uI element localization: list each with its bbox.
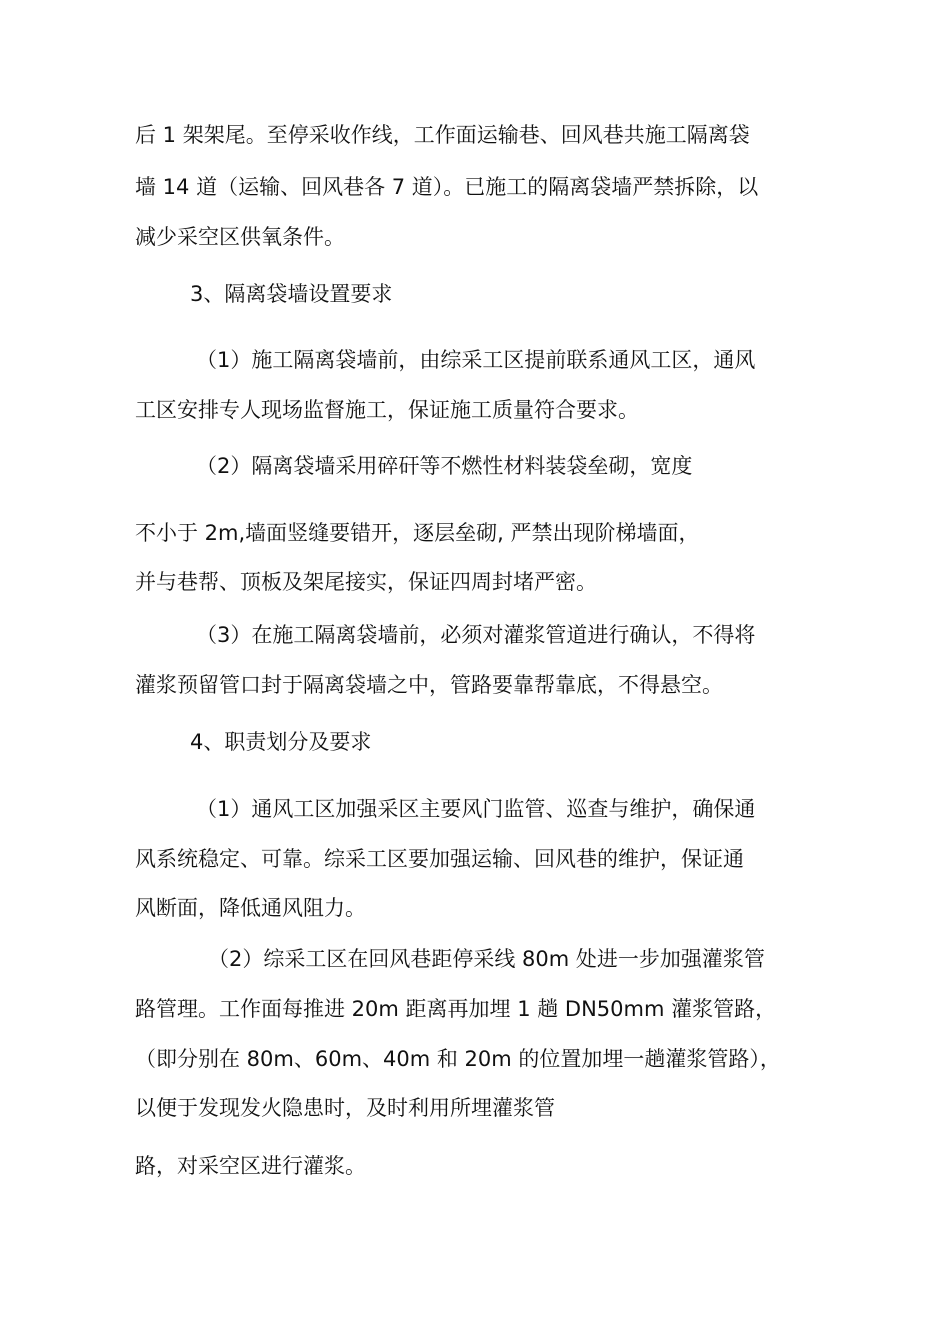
body-text-line: 路管理。工作面每推进 20m 距离再加埋 1 趟 DN50mm 灌浆管路， [135, 997, 777, 1021]
body-text-line: 灌浆预留管口封于隔离袋墙之中，管路要靠帮靠底，不得悬空。 [135, 673, 723, 697]
body-text-line: （1）施工隔离袋墙前，由综采工区提前联系通风工区，通风 [196, 348, 756, 372]
body-text-line: （即分别在 80m、60m、40m 和 20m 的位置加埋一趟灌浆管路）， [135, 1047, 781, 1071]
body-text-line: （2）综采工区在回风巷距停采线 80m 处进一步加强灌浆管 [208, 947, 765, 971]
section-heading: 4、职责划分及要求 [190, 730, 372, 754]
body-text-line: （1）通风工区加强采区主要风门监管、巡查与维护，确保通 [196, 797, 756, 821]
body-text-line: 工区安排专人现场监督施工，保证施工质量符合要求。 [135, 398, 639, 422]
body-text-line: 后 1 架架尾。至停采收作线，工作面运输巷、回风巷共施工隔离袋 [135, 123, 750, 147]
body-text-line: 风断面，降低通风阻力。 [135, 896, 366, 920]
body-text-line: 并与巷帮、顶板及架尾接实，保证四周封堵严密。 [135, 570, 597, 594]
body-text-line: 以便于发现发火隐患时，及时利用所埋灌浆管 [135, 1096, 555, 1120]
body-text-line: 路，对采空区进行灌浆。 [135, 1154, 366, 1178]
body-text-line: 不小于 2m,墙面竖缝要错开，逐层垒砌, 严禁出现阶梯墙面， [135, 521, 700, 545]
body-text-line: 减少采空区供氧条件。 [135, 225, 345, 249]
body-text-line: （2）隔离袋墙采用碎矸等不燃性材料装袋垒砌，宽度 [196, 454, 693, 478]
body-text-line: 风系统稳定、可靠。综采工区要加强运输、回风巷的维护，保证通 [135, 847, 744, 871]
section-heading: 3、隔离袋墙设置要求 [190, 282, 393, 306]
body-text-line: 墙 14 道（运输、回风巷各 7 道）。已施工的隔离袋墙严禁拆除，以 [135, 175, 759, 199]
body-text-line: （3）在施工隔离袋墙前，必须对灌浆管道进行确认，不得将 [196, 623, 756, 647]
